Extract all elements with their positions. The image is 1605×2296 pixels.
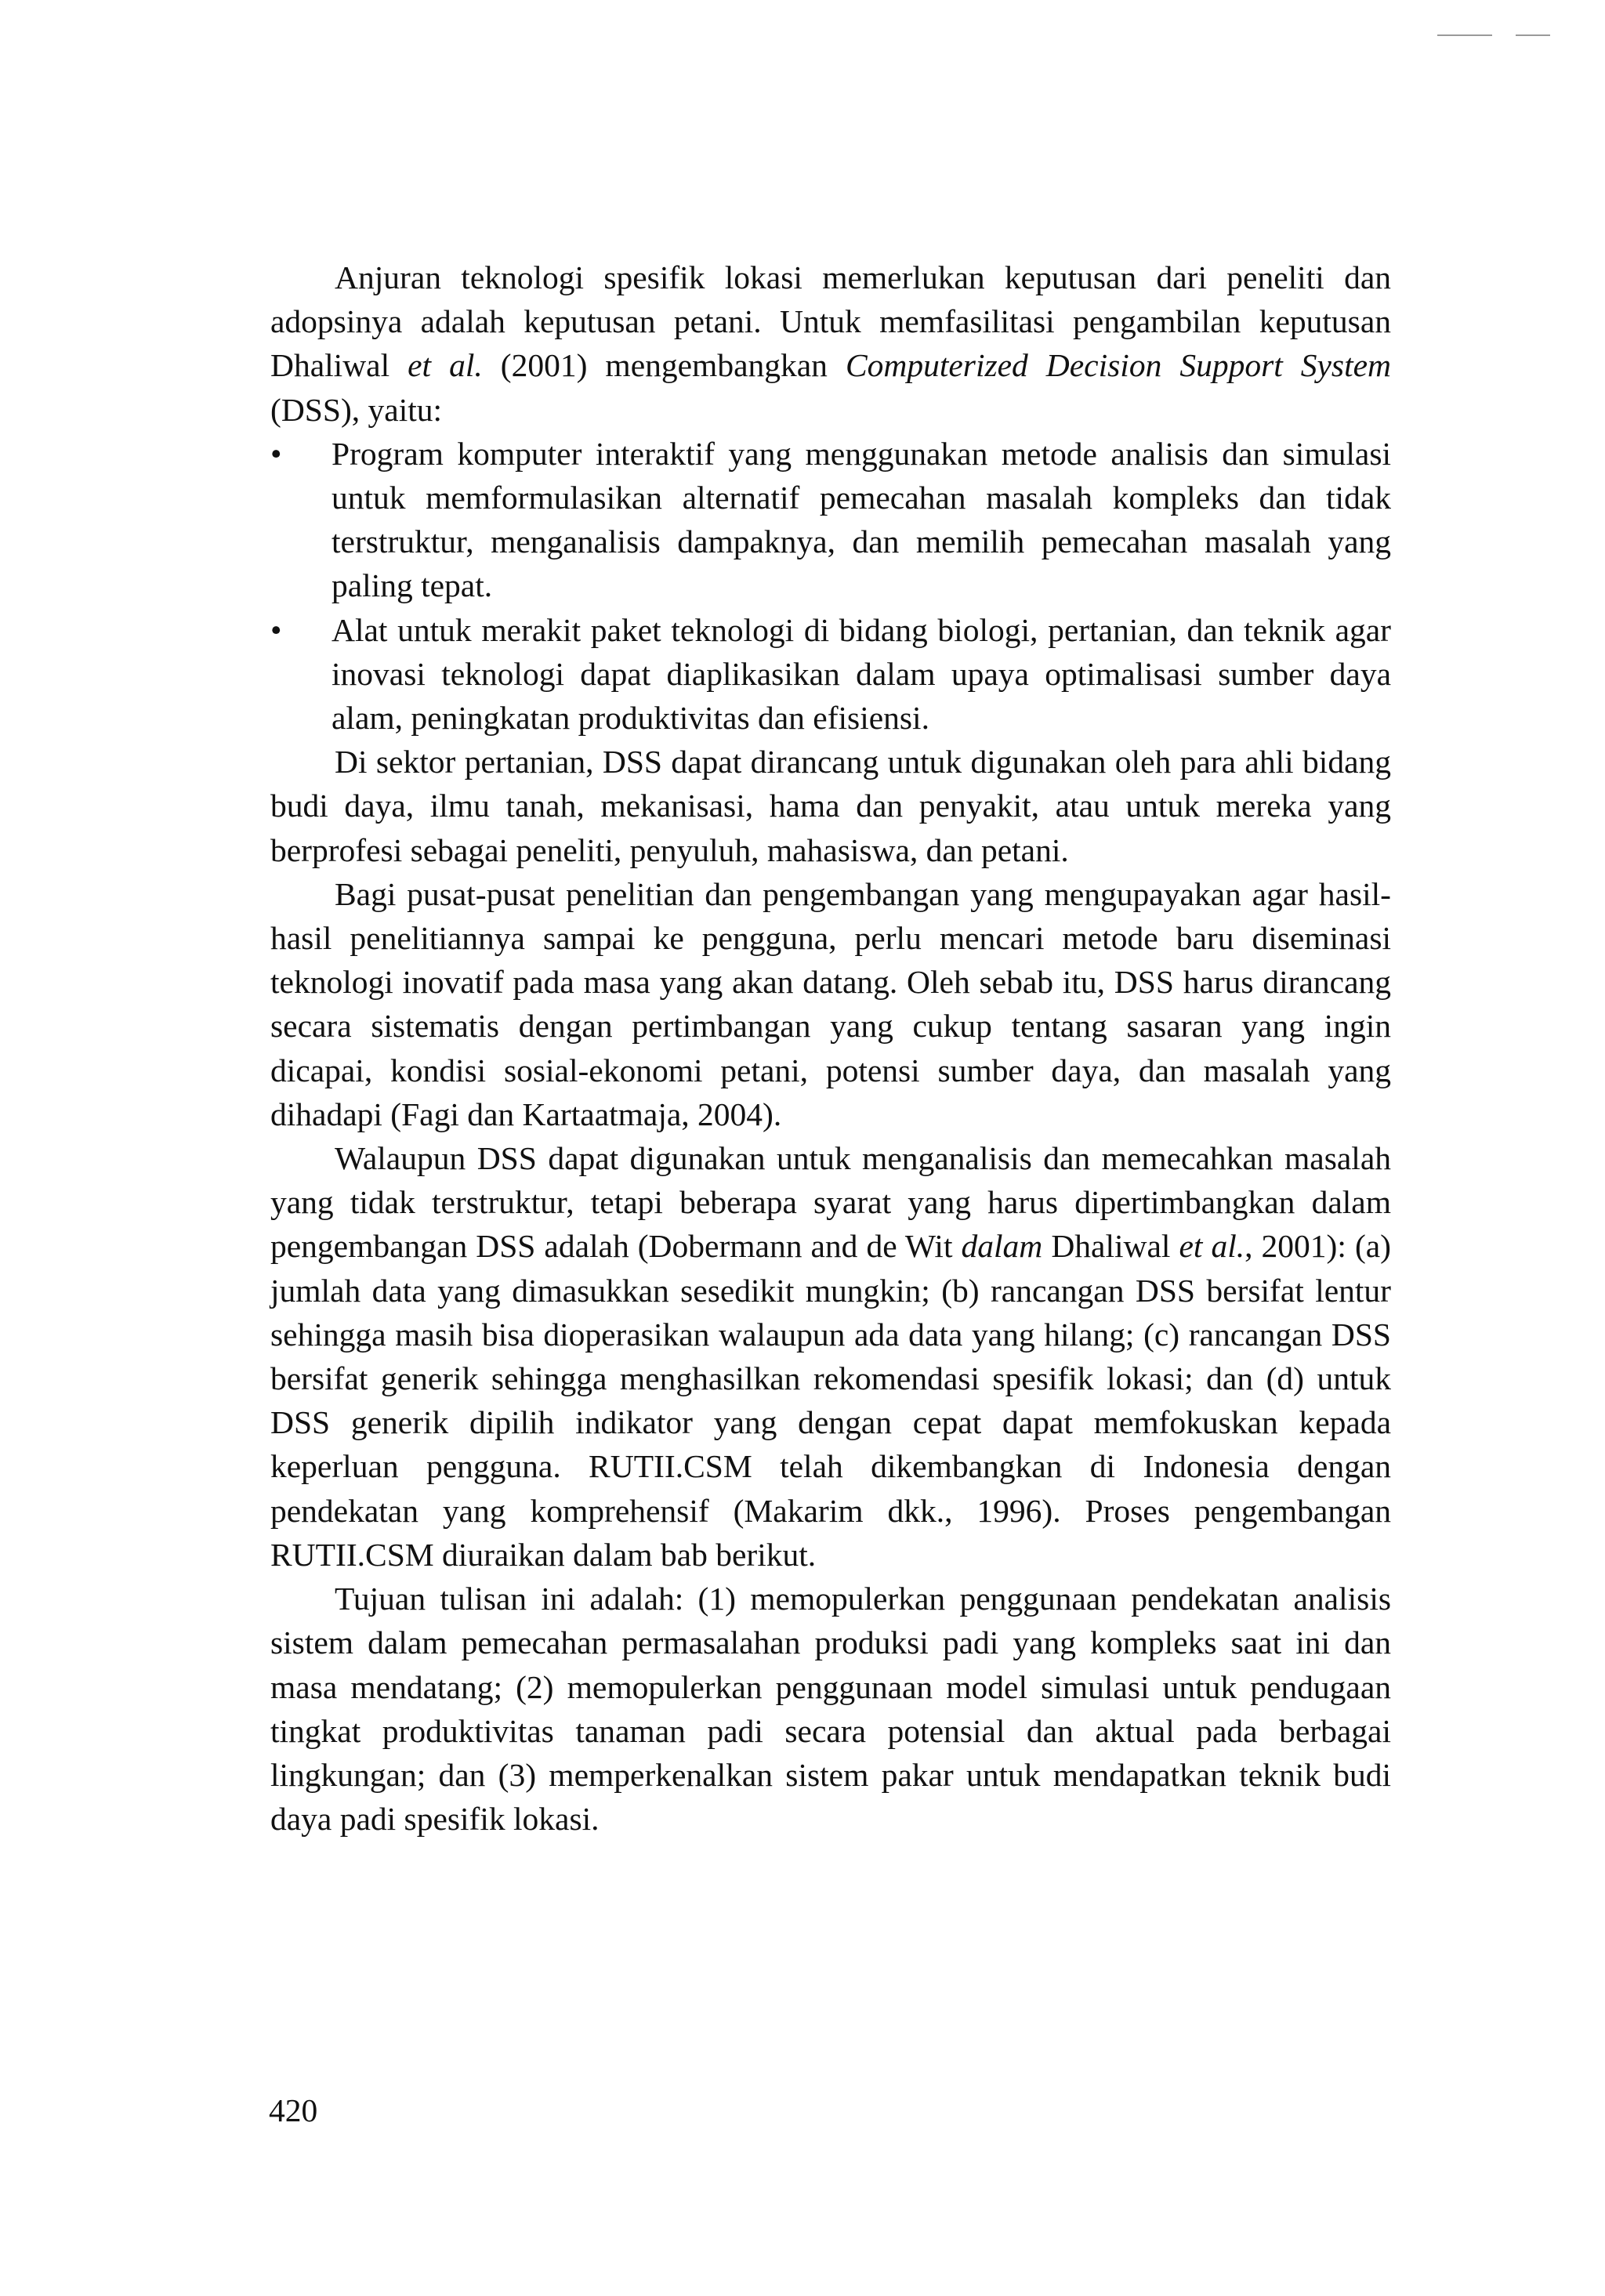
paragraph-tujuan: Tujuan tulisan ini adalah: (1) memopulerkan penggunaan pendekatan analisis sistem dalam pemecahan permasalahan produksi padi yang kompleks saat ini dan masa mendatang; (2) memopulerkan penggunaan model simulasi untuk pendugaan tingkat produktivitas tanaman padi secara potensial dan aktual pada berbagai lingkungan; dan (3) memperkenalkan sistem pakar untuk mendapatkan teknik budi daya padi spesifik lokasi. — [270, 1581, 1391, 1838]
page-body — [270, 255, 1391, 1841]
paragraph-walaupun — [270, 1136, 1391, 1577]
walaupun-author: Dhaliwal — [1042, 1228, 1179, 1265]
bullet-item: • Alat untuk merakit paket teknologi di bidang biologi, pertanian, dan teknik agar inovasi teknologi dapat diaplikasikan dalam upaya optimalisasi sumber daya alam, peningkatan produktivitas dan efisiensi. — [332, 608, 1391, 741]
intro-dss-abbrev: (DSS), yaitu: — [270, 391, 443, 428]
walaupun-text: Walaupun DSS dapat digunakan untuk menganalisis dan memecahkan masalah yang tidak terstruktur, tetapi beberapa syarat yang harus dipertimbangkan dalam pengembangan DSS adalah (Dobermann and de Wit — [270, 1140, 1391, 1265]
walaupun-et-al: et al. — [1179, 1228, 1245, 1265]
intro-dss-term: Computerized Decision Support System — [845, 347, 1392, 384]
paragraph-intro — [270, 255, 1391, 432]
intro-et-al: et al. — [408, 347, 483, 384]
bullet-list — [270, 432, 1391, 740]
walaupun-dalam: dalam — [961, 1228, 1043, 1265]
page-number: 420 — [269, 2092, 318, 2128]
paragraph-pusat: Bagi pusat-pusat penelitian dan pengembangan yang mengupayakan agar hasil-hasil penelitiannya sampai ke pengguna, perlu mencari metode baru diseminasi teknologi inovatif pada masa yang akan datang. Oleh sebab itu, DSS harus dirancang secara sistematis dengan pertimbangan yang cukup tentang sasaran yang ingin dicapai, kondisi sosial-ekonomi petani, potensi sumber daya, dan masalah yang dihadapi (Fagi dan Kartaatmaja, 2004). — [270, 875, 1391, 1132]
scan-edge-mark — [1437, 34, 1492, 36]
paragraph-sektor: Di sektor pertanian, DSS dapat dirancang untuk digunakan oleh para ahli bidang budi daya, ilmu tanah, mekanisasi, hama dan penyakit, atau untuk mereka yang berprofesi sebagai peneliti, penyuluh, mahasiswa, dan petani. — [270, 744, 1391, 868]
scan-edge-mark — [1516, 34, 1550, 36]
intro-year: (2001) mengembangkan — [482, 347, 846, 384]
walaupun-rest: , 2001): (a) jumlah data yang dimasukkan sesedikit mungkin; (b) rancangan DSS bersifat lentur sehingga masih bisa dioperasikan walaupun ada data yang hilang; (c) rancangan DSS bersifat generik sehingga menghasilkan rekomendasi spesifik lokasi; dan (d) untuk DSS generik dipilih indikator yang dengan cepat dapat memfokuskan kepada keperluan pengguna. RUTII.CSM telah dikembangkan di Indonesia dengan pendekatan yang komprehensif (Makarim dkk., 1996). Proses pengembangan RUTII.CSM diuraikan dalam bab berikut. — [270, 1228, 1392, 1573]
bullet-item: • Program komputer interaktif yang menggunakan metode analisis dan simulasi untuk memformulasikan alternatif pemecahan masalah kompleks dan tidak terstruktur, menganalisis dampaknya, dan memilih pemecahan masalah yang paling tepat. — [332, 432, 1391, 608]
intro-text: Anjuran teknologi spesifik lokasi memerlukan keputusan dari peneliti dan adopsinya adalah keputusan petani. Untuk memfasilitasi pengambilan keputusan Dhaliwal — [270, 259, 1391, 384]
